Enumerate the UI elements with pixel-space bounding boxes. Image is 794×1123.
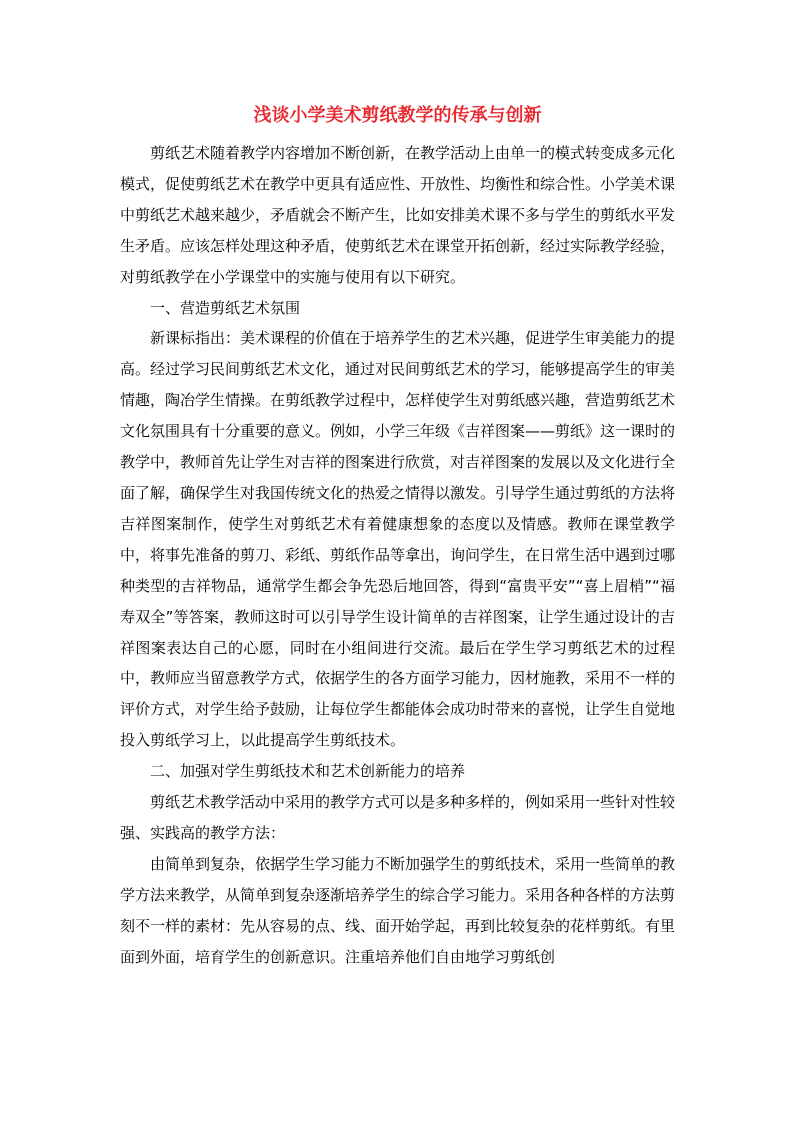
paragraph-section-2-intro: 剪纸艺术教学活动中采用的教学方式可以是多种多样的，例如采用一些针对性较强、实践高的教学方法： xyxy=(120,793,676,842)
document-page xyxy=(120,100,675,972)
paragraph-section-1: 新课标指出：美术课程的价值在于培养学生的艺术兴趣，促进学生审美能力的提高。经过学习民间剪纸艺术文化，通过对民间剪纸艺术的学习，能够提高学生的审美情趣，陶冶学生情操。在剪纸教学过程中，怎样使学生对剪纸感兴趣，营造剪纸艺术文化氛围具有十分重要的意义。例如，小学三年级《吉祥图案——剪纸》这一课时的教学中，教师首先让学生对吉祥的图案进行欣赏，对吉祥图案的发展以及文化进行全面了解，确保学生对我国传统文化的热爱之情得以激发。引导学生通过剪纸的方法将吉祥图案制作，使学生对剪纸艺术有着健康想象的态度以及情感。教师在课堂教学中，将事先准备的剪刀、彩纸、剪纸作品等拿出，询问学生，在日常生活中遇到过哪种类型的吉祥物品，通常学生都会争先恐后地回答，得到“富贵平安”“喜上眉梢”“福寿双全”等答案，教师这时可以引导学生设计简单的吉祥图案，让学生通过设计的吉祥图案表达自己的心愿，同时在小组间进行交流。最后在学生学习剪纸艺术的过程中，教师应当留意教学方式，依据学生的各方面学习能力，因材施教，采用不一样的评价方式，对学生给予鼓励，让每位学生都能体会成功时带来的喜悦，让学生自觉地投入剪纸学习上，以此提高学生剪纸技术。 xyxy=(120,329,676,750)
section-heading-2: 二、加强对学生剪纸技术和艺术创新能力的培养 xyxy=(150,762,466,781)
paragraph-intro: 剪纸艺术随着教学内容增加不断创新，在教学活动上由单一的模式转变成多元化模式，促使剪纸艺术在教学中更具有适应性、开放性、均衡性和综合性。小学美术课中剪纸艺术越来越少，矛盾就会不断产生，比如安排美术课不多与学生的剪纸水平发生矛盾。应该怎样处理这种矛盾，使剪纸艺术在课堂开拓创新，经过实际教学经验，对剪纸教学在小学课堂中的实施与使用有以下研究。 xyxy=(120,144,676,286)
document-title: 浅谈小学美术剪纸教学的传承与创新 xyxy=(253,105,542,126)
section-heading-1: 一、营造剪纸艺术氛围 xyxy=(150,298,301,317)
paragraph-section-2-body: 由简单到复杂，依据学生学习能力不断加强学生的剪纸技术，采用一些简单的教学方法来教学，从简单到复杂逐渐培养学生的综合学习能力。采用各种各样的方法剪刻不一样的素材：先从容易的点、线、面开始学起，再到比较复杂的花样剪纸。有里面到外面，培育学生的创新意识。注重培养他们自由地学习剪纸创 xyxy=(120,854,676,966)
